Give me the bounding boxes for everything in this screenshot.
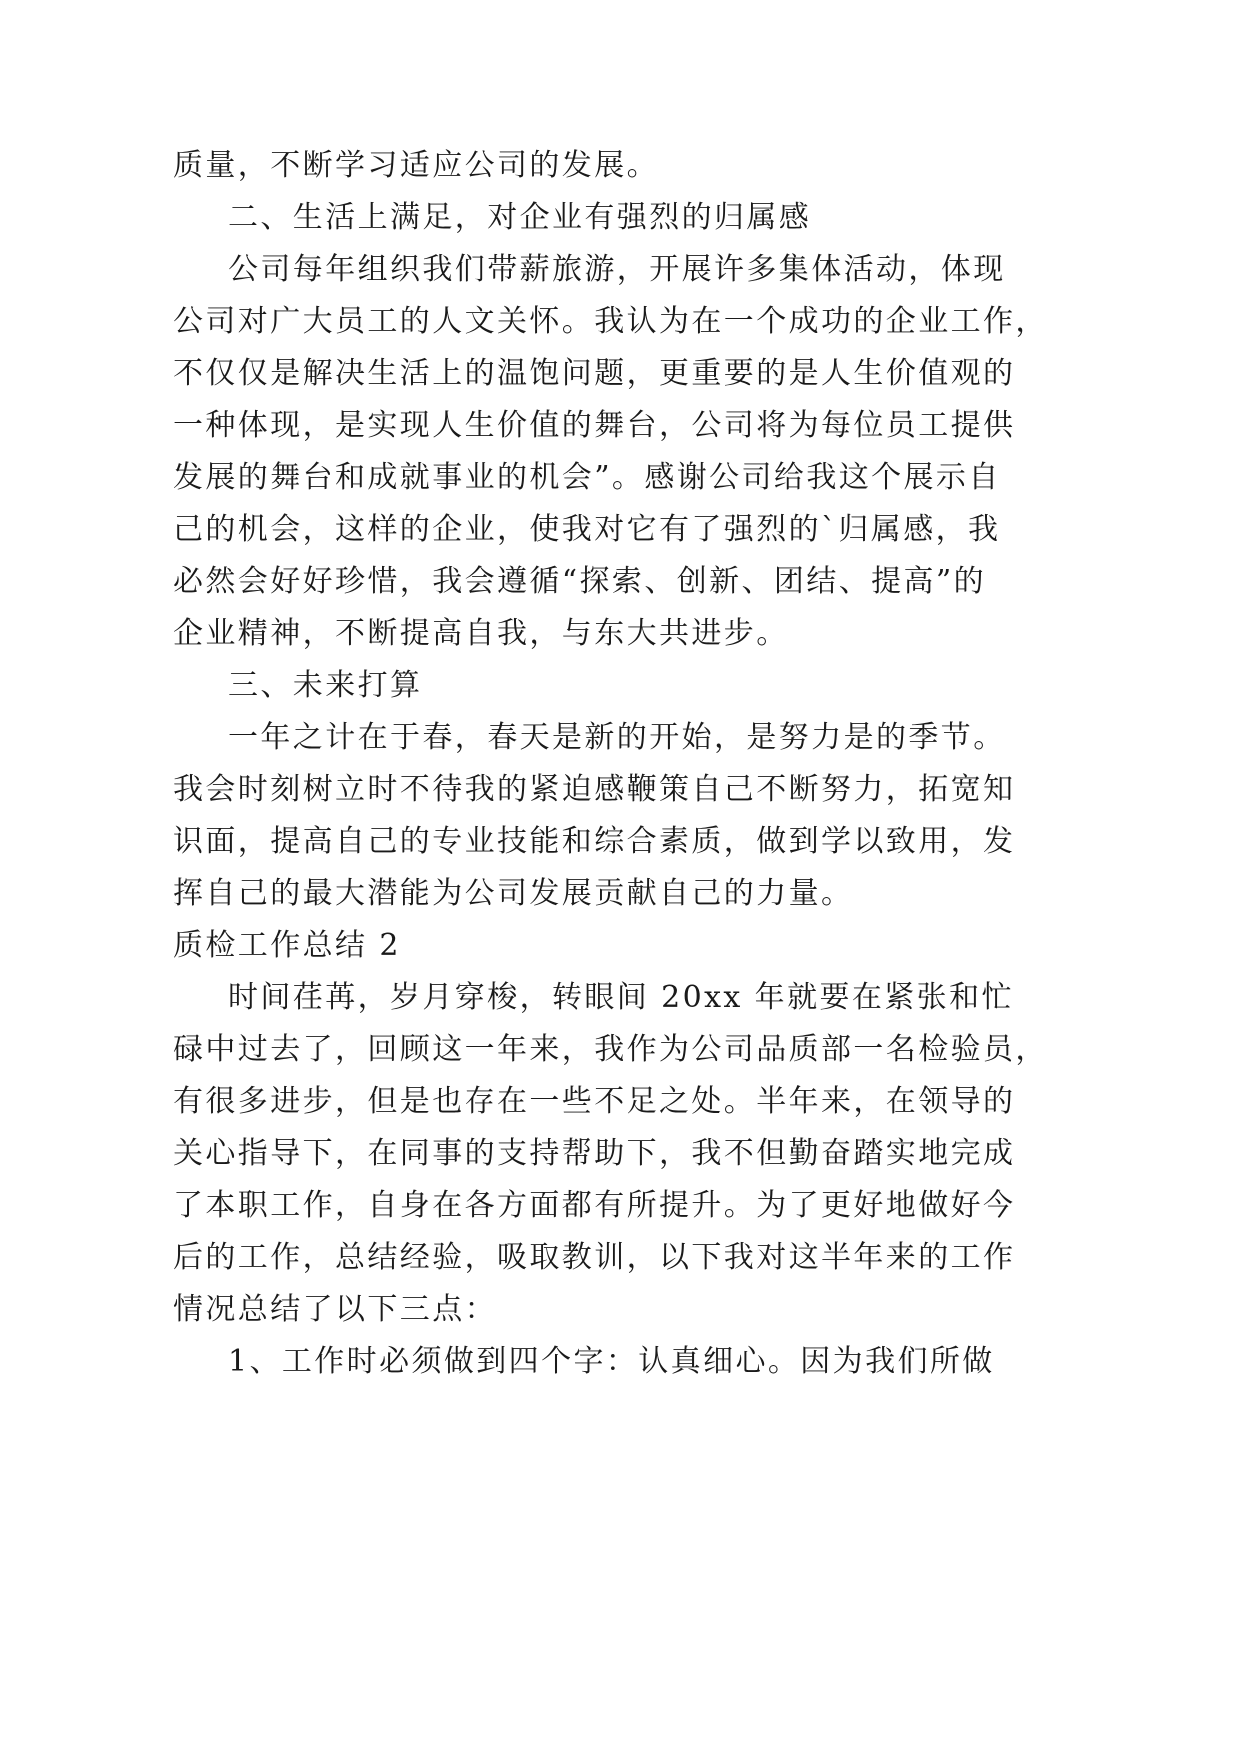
text-line: 质量，不断学习适应公司的发展。 — [173, 148, 659, 183]
text-line: 关心指导下，在同事的支持帮助下，我不但勤奋踏实地完成 — [173, 1136, 1016, 1171]
section-heading: 二、生活上满足，对企业有强烈的归属感 — [228, 200, 812, 235]
text-line: 有很多进步，但是也存在一些不足之处。半年来，在领导的 — [173, 1084, 1016, 1119]
text-line: 时间荏苒，岁月穿梭，转眼间 20xx 年就要在紧张和忙 — [228, 980, 1014, 1015]
text-line: 挥自己的最大潜能为公司发展贡献自己的力量。 — [173, 876, 854, 911]
text-line: 后的工作，总结经验，吸取教训，以下我对这半年来的工作 — [173, 1240, 1016, 1275]
text-line: 情况总结了以下三点： — [173, 1292, 497, 1327]
text-line: 1、工作时必须做到四个字：认真细心。因为我们所做 — [228, 1344, 995, 1379]
document-title: 质检工作总结 2 — [173, 928, 401, 963]
text-line: 公司对广大员工的人文关怀。我认为在一个成功的企业工作， — [173, 304, 1048, 339]
text-line: 识面，提高自己的专业技能和综合素质，做到学以致用，发 — [173, 824, 1016, 859]
text-line: 碌中过去了，回顾这一年来，我作为公司品质部一名检验员， — [173, 1032, 1048, 1067]
text-line: 必然会好好珍惜，我会遵循“探索、创新、团结、提高”的 — [173, 564, 987, 599]
text-line: 我会时刻树立时不待我的紧迫感鞭策自己不断努力，拓宽知 — [173, 772, 1016, 807]
text-line: 企业精神，不断提高自我，与东大共进步。 — [173, 616, 789, 651]
section-heading: 三、未来打算 — [228, 668, 423, 703]
text-line: 发展的舞台和成就事业的机会”。感谢公司给我这个展示自 — [173, 460, 1001, 495]
text-line: 不仅仅是解决生活上的温饱问题，更重要的是人生价值观的 — [173, 356, 1016, 391]
text-line: 公司每年组织我们带薪旅游，开展许多集体活动，体现 — [228, 252, 1006, 287]
text-line: 己的机会，这样的企业，使我对它有了强烈的`归属感，我 — [173, 512, 1001, 547]
text-line: 了本职工作，自身在各方面都有所提升。为了更好地做好今 — [173, 1188, 1016, 1223]
text-line: 一种体现，是实现人生价值的舞台，公司将为每位员工提供 — [173, 408, 1016, 443]
text-line: 一年之计在于春，春天是新的开始，是努力是的季节。 — [228, 720, 1006, 755]
